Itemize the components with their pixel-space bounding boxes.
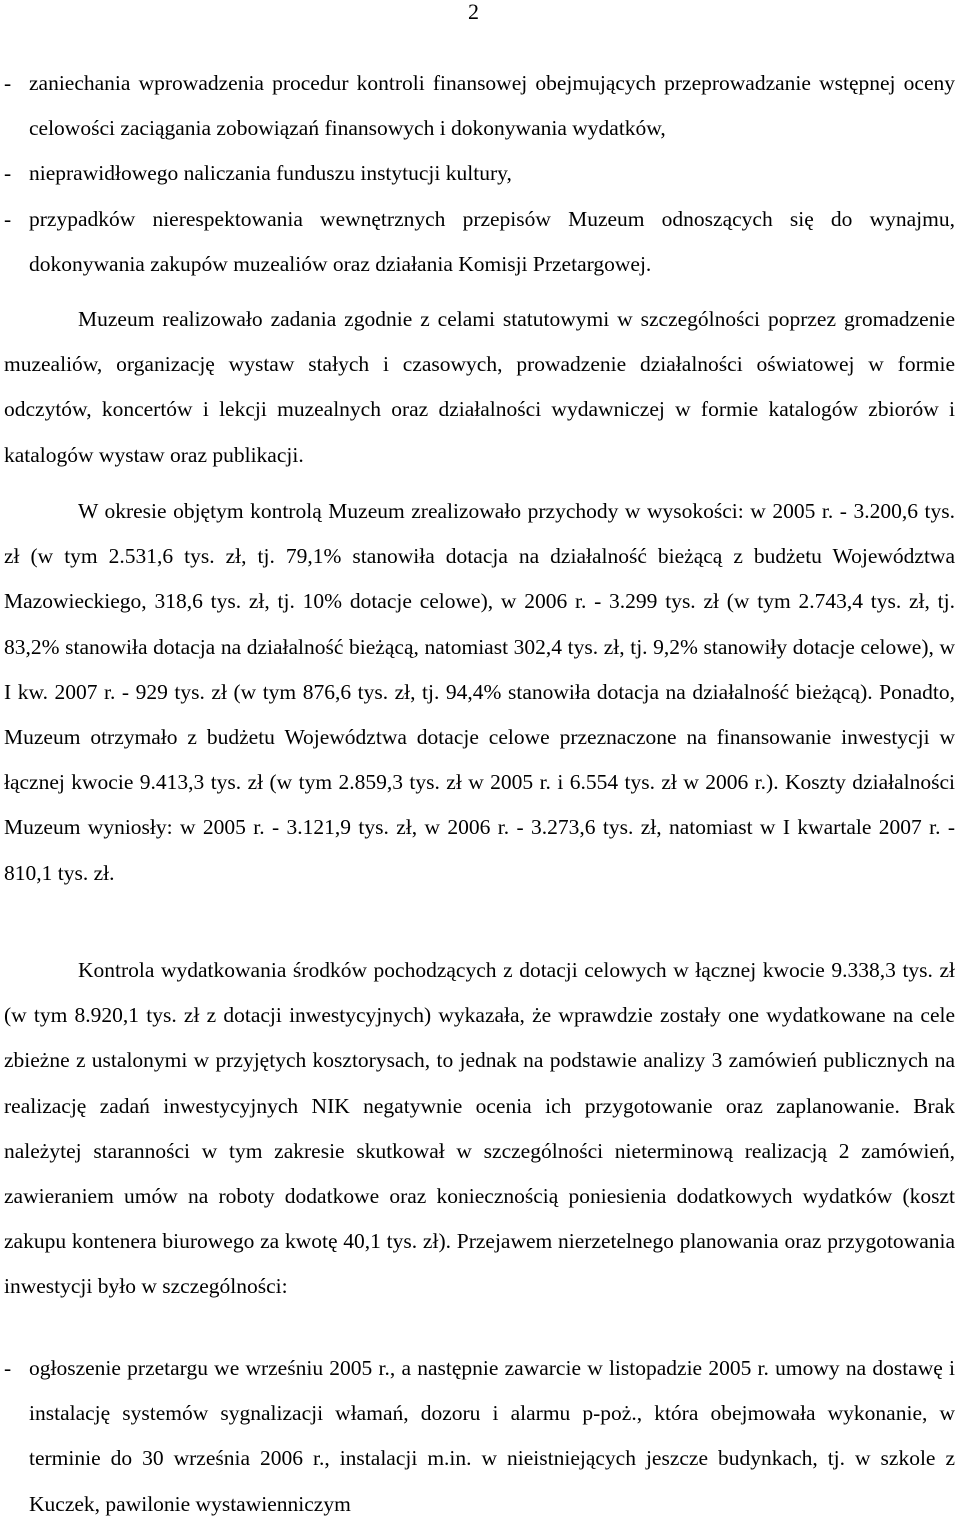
list-dash: -	[4, 1356, 12, 1380]
list-item-text: zaniechania wprowadzenia procedur kontroli finansowej obejmujących przeprowadzanie wstępnej oceny celowości zaciągania zobowiązań finansowych i dokonywania wydatków,	[29, 71, 955, 141]
list-dash: -	[4, 206, 12, 231]
list-item	[4, 151, 955, 196]
paragraph-subsidy-control: Kontrola wydatkowania środków pochodzących z dotacji celowych w łącznej kwocie 9.338,3 tys. zł (w tym 8.920,1 tys. zł z dotacji inwestycyjnych) wykazała, że wprawdzie zostały one wydatkowane na cele zbieżne z ustalonymi w przyjętych kosztorysach, to jednak na podstawie analizy 3 zamówień publicznych na realizację zadań inwestycyjnych NIK negatywnie ocenia ich przygotowanie oraz zaplanowanie. Brak należytej staranności w tym zakresie skutkował w szczególności nieterminową realizacją 2 zamówień, zawieraniem umów na roboty dodatkowe oraz koniecznością poniesienia dodatkowych wydatków (koszt zakupu kontenera biurowego za kwotę 40,1 tys. zł). Przejawem nierzetelnego planowania oraz przygotowania inwestycji było w szczególności:	[4, 958, 955, 1299]
paragraph-revenue: W okresie objętym kontrolą Muzeum zrealizowało przychody w wysokości: w 2005 r. - 3.200,6 tys. zł (w tym 2.531,6 tys. zł, tj. 79,1% stanowiła dotacja na działalność bieżącą z budżetu Województwa Mazowieckiego, 318,6 tys. zł, tj. 10% dotacje celowe), w 2006 r. - 3.299 tys. zł (w tym 2.743,4 tys. zł, tj. 83,2% stanowiła dotacja na działalność bieżącą, natomiast 302,4 tys. zł, tj. 9,2% stanowiły dotacje celowe), w I kw. 2007 r. - 929 tys. zł (w tym 876,6 tys. zł, tj. 94,4% stanowiła dotacja na działalność bieżącą). Ponadto, Muzeum otrzymało z budżetu Województwa dotacje celowe przeznaczone na finansowanie inwestycji w łącznej kwocie 9.413,3 tys. zł (w tym 2.859,3 tys. zł w 2005 r. i 6.554 tys. zł w 2006 r.). Koszty działalności Muzeum wyniosły: w 2005 r. - 3.121,9 tys. zł, w 2006 r. - 3.273,6 tys. zł, natomiast w I kwartale 2007 r. - 810,1 tys. zł.	[4, 499, 955, 885]
findings-list	[4, 61, 955, 287]
list-item	[4, 1346, 955, 1527]
list-item	[4, 61, 955, 151]
page-number: 2	[468, 0, 479, 24]
list-item-text: przypadków nierespektowania wewnętrznych przepisów Muzeum odnoszących się do wynajmu, dokonywania zakupów muzealiów oraz działania Komisji Przetargowej.	[29, 206, 955, 276]
list-dash: -	[4, 71, 12, 95]
list-item-text: nieprawidłowego naliczania funduszu instytucji kultury,	[29, 161, 512, 186]
list-dash: -	[4, 161, 12, 186]
paragraph-statutory-tasks: Muzeum realizowało zadania zgodnie z celami statutowymi w szczególności poprzez gromadzenie muzealiów, organizację wystaw stałych i czasowych, prowadzenie działalności oświatowej w formie odczytów, koncertów i lekcji muzealnych oraz działalności wydawniczej w formie katalogów zbiorów i katalogów wystaw oraz publikacji.	[4, 307, 955, 467]
investment-issues-list	[4, 1346, 955, 1527]
list-item-text: ogłoszenie przetargu we wrześniu 2005 r., a następnie zawarcie w listopadzie 2005 r. umowy na dostawę i instalację systemów sygnalizacji włamań, dozoru i alarmu p-poż., która obejmowała wykonanie, w terminie do 30 września 2006 r., instalacji m.in. w nieistniejących jeszcze budynkach, tj. w szkole z Kuczek, pawilonie wystawienniczym	[29, 1356, 955, 1516]
list-item	[4, 197, 955, 287]
